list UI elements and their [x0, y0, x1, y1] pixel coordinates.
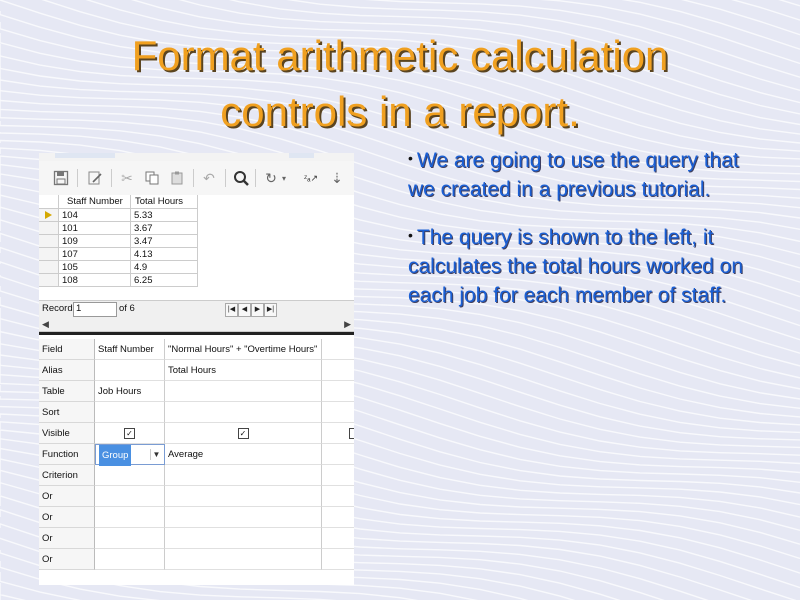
sort-cell[interactable] [322, 402, 354, 423]
undo-icon[interactable]: ↶ [203, 169, 215, 186]
table-cell[interactable]: 5.33 [131, 209, 198, 222]
table-cell[interactable]: 3.47 [131, 235, 198, 248]
or-cell[interactable] [165, 507, 322, 528]
field-cell[interactable]: "Normal Hours" + "Overtime Hours" [165, 339, 322, 360]
or-cell[interactable] [165, 486, 322, 507]
table-cell[interactable] [165, 381, 322, 402]
scroll-right-icon[interactable]: ▶ [344, 319, 351, 329]
visible-cell [322, 423, 354, 444]
function-selected-value: Group [99, 445, 131, 466]
paste-icon[interactable] [167, 168, 187, 188]
criterion-cell[interactable] [322, 465, 354, 486]
record-navigation-bar [39, 300, 354, 319]
row-label: Function [39, 444, 95, 465]
row-selector-current[interactable] [39, 209, 59, 222]
slide-title-line2: controls in a report. [220, 88, 580, 135]
slide-title [40, 28, 760, 140]
visible-cell [95, 423, 165, 444]
design-row-or [39, 549, 354, 570]
design-row-table [39, 381, 354, 402]
row-label: Or [39, 507, 95, 528]
or-cell[interactable] [95, 486, 165, 507]
tab-strip [39, 153, 354, 161]
table-cell[interactable]: 101 [59, 222, 131, 235]
row-label: Alias [39, 360, 95, 381]
function-cell[interactable]: Average [165, 444, 322, 465]
function-cell[interactable] [322, 444, 354, 465]
row-selector[interactable] [39, 222, 59, 235]
visible-checkbox[interactable]: ✓ [238, 428, 249, 439]
criterion-cell[interactable] [165, 465, 322, 486]
table-cell[interactable]: 107 [59, 248, 131, 261]
visible-checkbox[interactable] [349, 428, 354, 439]
slide-title-line1: Format arithmetic calculation [131, 32, 669, 79]
or-cell[interactable] [165, 528, 322, 549]
or-cell[interactable] [322, 486, 354, 507]
last-record-button[interactable]: ▶| [264, 303, 277, 317]
or-cell[interactable] [322, 549, 354, 570]
query-screenshot [39, 153, 354, 585]
cut-icon[interactable]: ✂ [121, 169, 133, 186]
sort-az-icon[interactable]: ᶻₐ↗ [303, 172, 319, 183]
sort-za-icon[interactable]: ⇣ [331, 169, 343, 186]
bullet-text: The query is shown to the left, it calculates the total hours worked on each job for each member of staff. [408, 226, 744, 307]
row-label: Table [39, 381, 95, 402]
bullet-item [408, 221, 768, 310]
design-row-alias [39, 360, 354, 381]
bullet-glyph: • [408, 150, 413, 166]
table-cell[interactable]: 4.9 [131, 261, 198, 274]
result-grid-header [39, 195, 354, 209]
column-header[interactable]: Total Hours [131, 195, 198, 209]
design-row-sort [39, 402, 354, 423]
save-icon[interactable] [51, 168, 71, 188]
design-row-visible [39, 423, 354, 444]
copy-icon[interactable] [142, 168, 162, 188]
alias-cell[interactable] [322, 360, 354, 381]
row-selector[interactable] [39, 235, 59, 248]
column-header[interactable]: Staff Number [59, 195, 131, 209]
row-label: Sort [39, 402, 95, 423]
sort-cell[interactable] [165, 402, 322, 423]
table-cell[interactable]: 109 [59, 235, 131, 248]
visible-checkbox[interactable]: ✓ [124, 428, 135, 439]
design-row-or [39, 486, 354, 507]
horizontal-scrollbar[interactable] [39, 318, 354, 332]
design-row-or [39, 528, 354, 549]
design-row-field [39, 339, 354, 360]
toolbar [39, 161, 354, 196]
alias-cell[interactable] [95, 360, 165, 381]
first-record-button[interactable]: |◀ [225, 303, 238, 317]
or-cell[interactable] [95, 507, 165, 528]
table-cell[interactable]: 108 [59, 274, 131, 287]
record-label: Record [42, 303, 73, 314]
record-count: of 6 [119, 303, 135, 314]
edit-icon[interactable] [85, 168, 105, 188]
corner-cell [39, 195, 59, 209]
refresh-icon[interactable]: ↻ [265, 169, 277, 186]
row-selector[interactable] [39, 248, 59, 261]
next-record-button[interactable]: ▶ [251, 303, 264, 317]
or-cell[interactable] [165, 549, 322, 570]
design-row-or [39, 507, 354, 528]
row-label: Or [39, 549, 95, 570]
criterion-cell[interactable] [95, 465, 165, 486]
or-cell[interactable] [322, 507, 354, 528]
or-cell[interactable] [95, 549, 165, 570]
field-cell[interactable]: Staff Number [95, 339, 165, 360]
row-label: Field [39, 339, 95, 360]
table-cell[interactable]: 105 [59, 261, 131, 274]
row-selector[interactable] [39, 261, 59, 274]
chevron-down-icon[interactable]: ▾ [281, 173, 286, 183]
or-cell[interactable] [322, 528, 354, 549]
row-label: Or [39, 486, 95, 507]
or-cell[interactable] [95, 528, 165, 549]
visible-cell [165, 423, 322, 444]
row-label: Or [39, 528, 95, 549]
row-label: Criterion [39, 465, 95, 486]
function-dropdown[interactable] [95, 444, 165, 465]
sort-cell[interactable] [95, 402, 165, 423]
table-cell[interactable]: 4.13 [131, 248, 198, 261]
design-row-function [39, 444, 354, 465]
design-row-criterion [39, 465, 354, 486]
previous-record-button[interactable]: ◀ [238, 303, 251, 317]
table-cell[interactable]: 104 [59, 209, 131, 222]
field-cell[interactable] [322, 339, 354, 360]
bullet-item [408, 144, 768, 204]
scroll-left-icon[interactable]: ◀ [42, 319, 49, 329]
pane-splitter[interactable] [39, 332, 354, 335]
chevron-down-icon[interactable]: ▼ [150, 449, 162, 460]
bullet-text: We are going to use the query that we created in a previous tutorial. [408, 149, 739, 201]
row-selector[interactable] [39, 274, 59, 287]
table-cell[interactable]: 3.67 [131, 222, 198, 235]
table-cell[interactable] [322, 381, 354, 402]
bullet-list [408, 144, 768, 327]
find-icon[interactable] [231, 168, 251, 188]
record-number-value: 1 [76, 303, 82, 314]
table-cell[interactable]: Job Hours [95, 381, 165, 402]
record-number-input[interactable] [73, 302, 117, 317]
table-cell[interactable]: 6.25 [131, 274, 198, 287]
row-label: Visible [39, 423, 95, 444]
alias-cell[interactable]: Total Hours [165, 360, 322, 381]
bullet-glyph: • [408, 227, 413, 243]
